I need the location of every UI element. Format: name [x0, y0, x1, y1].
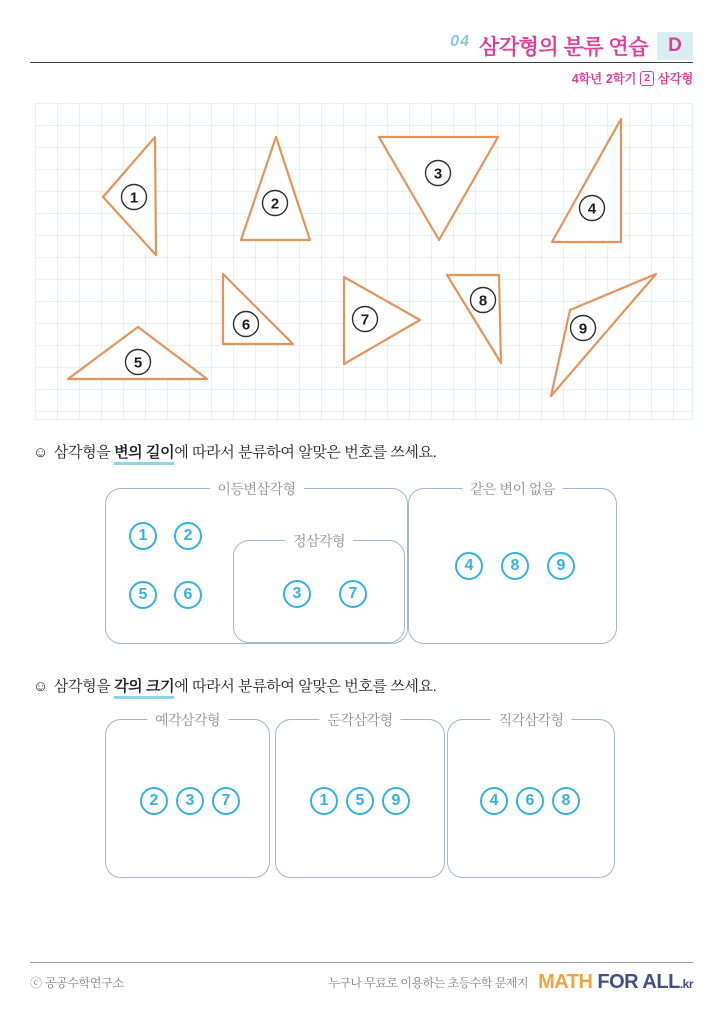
- footer: [30, 962, 693, 994]
- smiley-icon: ☺: [33, 678, 48, 695]
- isosceles-label: 이등변삼각형: [209, 479, 303, 499]
- triangle-5-label: 5: [133, 354, 143, 372]
- answer-number-6: 6: [174, 581, 202, 609]
- header: [450, 31, 693, 61]
- equilateral-answers: [283, 580, 367, 608]
- answer-number-4: 4: [480, 787, 508, 815]
- no-equal-sides-label: 같은 변이 없음: [462, 479, 563, 499]
- no-equal-sides-box: [408, 481, 617, 644]
- answer-number-8: 8: [501, 552, 529, 580]
- triangle-grid-area: [35, 103, 693, 420]
- no-equal-sides-answers: [455, 552, 575, 580]
- question-1-keyword: 변의 길이: [114, 444, 174, 465]
- answer-number-2: 2: [174, 522, 202, 550]
- subtitle-grade: 4학년: [571, 72, 602, 86]
- triangle-4-label: 4: [587, 200, 597, 218]
- answer-number-2: 2: [140, 787, 168, 815]
- smiley-icon: ☺: [33, 444, 48, 461]
- footer-right: [328, 971, 693, 994]
- classification-by-sides: [105, 481, 617, 644]
- logo-kr-suffix: .kr: [679, 977, 693, 991]
- question-2: [33, 675, 436, 696]
- answer-number-5: 5: [346, 787, 374, 815]
- answer-number-5: 5: [129, 581, 157, 609]
- triangle-6-label: 6: [241, 316, 251, 334]
- acute-label: 예각삼각형: [147, 710, 228, 730]
- math-for-all-logo: [538, 971, 693, 994]
- isosceles-answers: [129, 522, 202, 609]
- classification-by-angles: [105, 712, 616, 878]
- answer-number-9: 9: [547, 552, 575, 580]
- page-title: 삼각형의 분류 연습: [479, 36, 648, 59]
- equilateral-label: 정삼각형: [285, 531, 353, 551]
- answer-number-7: 7: [339, 580, 367, 608]
- level-badge: D: [657, 32, 693, 60]
- obtuse-label: 둔각삼각형: [319, 710, 400, 730]
- footer-tagline: 누구나 무료로 이용하는 초등수학 문제지: [328, 976, 529, 990]
- right-label: 직각삼각형: [490, 710, 571, 730]
- triangle-1-label: 1: [129, 189, 139, 207]
- answer-number-6: 6: [516, 787, 544, 815]
- right-answers: [480, 787, 580, 815]
- question-1-post: 에 따라서 분류하여 알맞은 번호를 쓰세요.: [174, 444, 437, 461]
- answer-number-4: 4: [455, 552, 483, 580]
- triangle-9-label: 9: [578, 320, 588, 338]
- copyright-text: ⓒ 공공수학연구소: [30, 976, 124, 990]
- answer-number-7: 7: [212, 787, 240, 815]
- unit-number-badge: 2: [640, 71, 654, 86]
- triangle-7-label: 7: [360, 311, 370, 329]
- right-box: [447, 712, 615, 878]
- triangle-8-label: 8: [478, 292, 488, 310]
- answer-number-9: 9: [382, 787, 410, 815]
- answer-number-3: 3: [176, 787, 204, 815]
- answer-number-8: 8: [552, 787, 580, 815]
- lesson-number: 04: [450, 33, 471, 50]
- question-1-pre: 삼각형을: [53, 444, 115, 461]
- logo-math: MATH: [538, 971, 593, 993]
- subtitle-unit: 삼각형: [657, 72, 693, 86]
- question-2-keyword: 각의 크기: [114, 678, 174, 699]
- triangle-3-label: 3: [433, 165, 443, 183]
- acute-answers: [140, 787, 240, 815]
- header-divider: [30, 62, 693, 63]
- obtuse-answers: [310, 787, 410, 815]
- triangle-2-label: 2: [270, 195, 280, 213]
- answer-number-3: 3: [283, 580, 311, 608]
- question-1: [33, 441, 436, 462]
- subtitle-semester: 2학기: [605, 72, 637, 86]
- answer-number-1: 1: [129, 522, 157, 550]
- obtuse-box: [275, 712, 445, 878]
- grid-svg: [35, 103, 693, 420]
- answer-number-1: 1: [310, 787, 338, 815]
- subtitle: [572, 69, 693, 87]
- question-2-pre: 삼각형을: [53, 678, 115, 695]
- question-2-post: 에 따라서 분류하여 알맞은 번호를 쓰세요.: [174, 678, 437, 695]
- logo-forall: FOR ALL: [597, 971, 680, 993]
- acute-box: [105, 712, 270, 878]
- equilateral-box: [233, 533, 405, 643]
